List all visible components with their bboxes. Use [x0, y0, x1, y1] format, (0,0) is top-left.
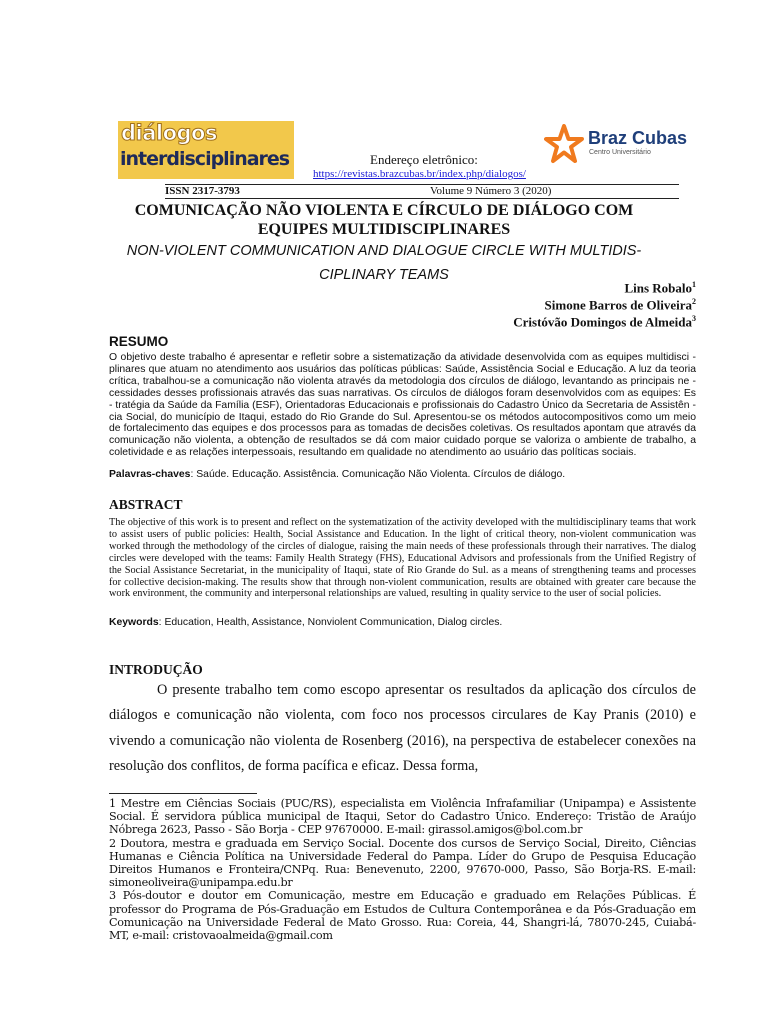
abstract-heading: ABSTRACT	[109, 497, 183, 512]
university-subtitle: Centro Universitário	[589, 149, 651, 156]
footnote-1: 1 Mestre em Ciências Sociais (PUC/RS), especialista em Violência Infrafamiliar (Unipampa) e Assistente Social. É servidora pública municipal de Itaqui, Setor do Cadastro Único. Endereço: Tristão de Araújo Nóbrega 2623, Passo - São Borja - CEP 97670000. E-mail: girassol.amigos@bol.com.br	[109, 797, 696, 837]
footnotes	[109, 797, 696, 942]
header-divider-top	[165, 184, 679, 185]
resumo-keywords	[109, 469, 696, 481]
article-title-pt: COMUNICAÇÃO NÃO VIOLENTA E CÍRCULO DE DIÁLOGO COM EQUIPES MULTIDISCIPLINARES	[134, 202, 634, 238]
footnote-3: 3 Pós-doutor e doutor em Comunicação, mestre em Educação e graduado em Relações Públicas. É professor do Programa de Pós-Graduação em Estudos de Cultura Contemporânea e da Pós-Graduação em Comunicação na Universidade Federal de Mato Grosso. Rua: Coreia, 44, Shangri-lá, 78070-245, Cuiabá-MT, e-mail: cristovaoalmeida@gmail.com	[109, 889, 696, 943]
author-3	[513, 314, 696, 330]
keywords-text: : Education, Health, Assistance, Nonviolent Communication, Dialog circles.	[158, 617, 503, 628]
keywords-label: Palavras-chaves	[109, 469, 191, 480]
footnote-divider	[109, 793, 257, 794]
abstract-text: The objective of this work is to present and reflect on the systematization of the activity developed with the multidisciplinary teams that work to assist users of public policies: Health, Social Assistance and Education. In the light of critical theory, non-violent communication was worked through the methodology of the circles of dialogue, raising the main needs of these professionals through their narratives. The dialog circles were developed with the teams: Family Health Strategy (FHS), Educational Advisors and professionals from the Unified Registry of the Social Assistance Secretariat, in the municipality of Itaqui, state of Rio Grande do Sul. as a means of strengthening teams and processes for collective decision-making. The results show that through non-violent communication, results are obtained with greater care because the work environment, the community and interpersonal relationships are valued, resulting in quality service to the user of social policies.	[109, 517, 696, 600]
university-logo	[544, 124, 688, 164]
author-name: Simone Barros de Oliveira	[544, 297, 692, 313]
introducao-heading: INTRODUÇÃO	[109, 662, 203, 677]
journal-logo-line1: diálogos	[121, 121, 217, 145]
journal-logo	[118, 121, 294, 179]
author-name: Cristóvão Domingos de Almeida	[513, 314, 692, 330]
author-2	[545, 297, 696, 313]
journal-url-link[interactable]: https://revistas.brazcubas.br/index.php/dialogos/	[313, 168, 526, 180]
header-divider-bottom	[165, 198, 679, 199]
author-name: Lins Robalo	[624, 280, 692, 296]
university-name: Braz Cubas	[588, 128, 688, 148]
resumo-heading: RESUMO	[109, 334, 169, 349]
issn: ISSN 2317-3793	[165, 185, 240, 197]
star-icon	[544, 124, 584, 164]
address-label: Endereço eletrônico:	[370, 152, 478, 167]
author-note: 2	[692, 297, 696, 306]
author-note: 3	[692, 314, 696, 323]
author-note: 1	[692, 280, 696, 289]
journal-logo-line2: interdisciplinares	[120, 148, 290, 170]
abstract-keywords	[109, 617, 696, 629]
keywords-label: Keywords	[109, 617, 159, 628]
keywords-text: : Saúde. Educação. Assistência. Comunicação Não Violenta. Círculos de diálogo.	[190, 469, 566, 480]
author-1	[624, 280, 696, 296]
footnote-2: 2 Doutora, mestra e graduada em Serviço Social. Docente dos cursos de Serviço Social, Direito, Ciências Humanas e Ciência Política na Universidade Federal do Pampa. Líder do Grupo de Pesquisa Educação Direitos Humanos e Fronteira/CNPq. Rua: Benevenuto, 2200, 97670-000, Passo, São Borja-RS. E-mail: simoneoliveira@unipampa.edu.br	[109, 836, 696, 890]
resumo-text: O objetivo deste trabalho é apresentar e refletir sobre a sistematização da atividade desenvolvida com as equipes multidisci - plinares que atuam no atendimento aos usuários das políticas públicas: Saúde, Assistência Social e Educação. A luz da teoria crítica, trabalhou-se a comunicação não violenta através da metodologia dos círculos de diálogo, levantando as principais ne - cessidades desses profissionais através das suas narrativas. Os círculos de diálogos foram desenvolvidos com as equipes: Es - tratégia da Saúde da Família (ESF), Orientadoras Educacionais e profissionais do Cadastro Único da Secretaria de Assistên - cia Social, do município de Itaqui, estado do Rio Grande do Sul. Apresentou-se os métodos autocompositivos como um meio de fortalecimento das equipes e dos processos para as tomadas de decisões coletivas. Os resultados apontam que através da comunicação não violenta, a obtenção de resultados se dá com maior cuidado porque se valoriza o ambiente de trabalho, a coletividade e as relações interpessoais, resultando em qualidade no atendimento ao usuário das políticas sociais.	[109, 352, 696, 459]
article-title-en: NON-VIOLENT COMMUNICATION AND DIALOGUE CIRCLE WITH MULTIDIS-CIPLINARY TEAMS	[126, 243, 642, 283]
introducao-text: O presente trabalho tem como escopo apresentar os resultados da aplicação dos círculos de diálogos e comunicação não violenta, com foco nos processos circulares de Kay Pranis (2010) e vivendo a comunicação não violenta de Rosenberg (2016), na perspectiva de estabelecer conexões na resolução dos conflitos, de forma pacífica e eficaz. Dessa forma,	[109, 682, 696, 775]
volume-info: Volume 9 Número 3 (2020)	[430, 185, 552, 197]
